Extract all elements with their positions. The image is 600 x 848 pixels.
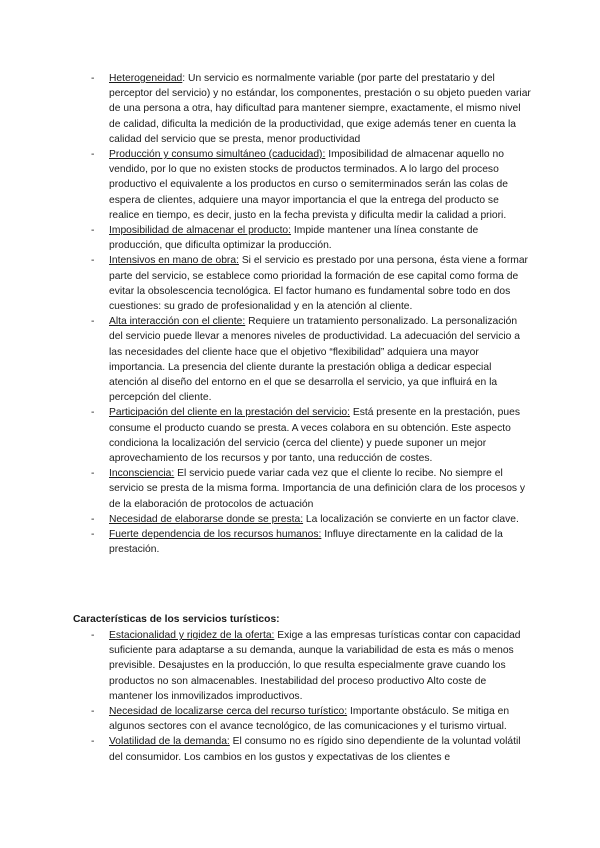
dash-bullet: - bbox=[91, 225, 95, 237]
item-term: Necesidad de localizarse cerca del recurso turístico: bbox=[109, 706, 348, 718]
item-text: La localización se convierte en un factor clave. bbox=[303, 513, 519, 525]
dash-bullet: - bbox=[91, 316, 95, 328]
list-item bbox=[91, 405, 531, 466]
item-text: El servicio puede variar cada vez que el cliente lo recibe. No siempre el servicio se presta de la misma forma. Importancia de una definición clara de los procesos y de la elaboración de protocolos de actuación bbox=[109, 468, 526, 510]
item-text: Si el servicio es prestado por una persona, ésta viene a formar parte del servicio, se establece como prioridad la formación de ese capital como forma de evitar la obsolescencia tecnológica. El factor humano es fundamental sobre todo en dos cuestiones: su grado de profesionalidad y en la atención al cliente. bbox=[109, 255, 528, 313]
item-term: Producción y consumo simultáneo (caducidad): bbox=[109, 149, 326, 161]
dash-bullet: - bbox=[91, 630, 95, 641]
list-item bbox=[91, 527, 531, 557]
list-item bbox=[91, 734, 531, 764]
dash-bullet: - bbox=[91, 149, 95, 161]
item-term: Inconsciencia: bbox=[109, 468, 175, 480]
item-term: Heterogeneidad bbox=[109, 73, 183, 84]
list-item bbox=[91, 704, 531, 734]
item-term: Volatilidad de la demanda: bbox=[109, 736, 230, 748]
item-text: El consumo no es rígido sino dependiente de la voluntad volátil del consumidor. Los cambios en los gustos y expectativas de los clientes e bbox=[109, 736, 521, 763]
dash-bullet: - bbox=[91, 407, 95, 419]
list-item bbox=[91, 466, 531, 512]
list-item bbox=[91, 223, 531, 253]
dash-bullet: - bbox=[91, 706, 95, 718]
item-text: : Un servicio es normalmente variable (por parte del prestatario y del perceptor del servicio) y no estándar, los componentes, prestación o su objeto pueden variar de una persona a otra, hay dificultad para mantener siempre, exactamente, el mismo nivel de calidad, dificulta la medición de la productividad, que exige además tener en cuenta la calidad del servicio que se presta, menor productividad bbox=[109, 73, 531, 145]
item-term: Estacionalidad y rigidez de la oferta: bbox=[109, 630, 275, 641]
item-term: Participación del cliente en la prestación del servicio: bbox=[109, 407, 350, 419]
item-text: Influye directamente en la calidad de la prestación. bbox=[109, 529, 503, 556]
dash-bullet: - bbox=[91, 73, 95, 84]
item-text: Requiere un tratamiento personalizado. La personalización del servicio puede llevar a menores niveles de productividad. La adecuación del servicio a las necesidades del cliente hace que el objetivo “flexibilidad” adquiera una mayor importancia. La presencia del cliente durante la prestación obliga a dedicar especial atención al diseño del entorno en el que se desarrolla el servicio, ya que influirá en la percepción del cliente. bbox=[109, 316, 520, 404]
list-item bbox=[91, 314, 531, 405]
list-item bbox=[91, 628, 531, 704]
service-characteristics-list bbox=[91, 71, 531, 558]
dash-bullet: - bbox=[91, 513, 95, 525]
item-text: Exige a las empresas turísticas contar con capacidad suficiente para adaptarse a su demanda, aunque la variabilidad de esta es más o menos previsible. Desajustes en la producción, lo que resulta especialmente grave cuando los productos no son almacenables. Inestabilidad del proceso productivo Alto coste de mantener los inmovilizados improductivos. bbox=[109, 630, 521, 702]
dash-bullet: - bbox=[91, 468, 95, 480]
dash-bullet: - bbox=[91, 736, 95, 748]
item-term: Alta interacción con el cliente: bbox=[109, 316, 246, 328]
item-text: Está presente en la prestación, pues consume el producto cuando se presta. A veces colabora en su obtención. Este aspecto condiciona la localización del servicio (cerca del cliente) y puede suponer un mejor aprovechamiento de los recursos y por tanto, una reducción de costes. bbox=[109, 407, 520, 465]
list-item bbox=[91, 71, 531, 147]
item-text: Impide mantener una línea constante de producción, que dificulta optimizar la producción. bbox=[109, 225, 479, 252]
item-term: Fuerte dependencia de los recursos humanos: bbox=[109, 529, 322, 541]
item-term: Imposibilidad de almacenar el producto: bbox=[109, 225, 292, 237]
dash-bullet: - bbox=[91, 529, 95, 541]
tourism-characteristics-list bbox=[91, 628, 531, 765]
item-term: Intensivos en mano de obra: bbox=[109, 255, 239, 267]
item-term: Necesidad de elaborarse donde se presta: bbox=[109, 513, 304, 525]
list-item bbox=[91, 147, 531, 223]
item-text: Importante obstáculo. Se mitiga en algunos sectores con el avance tecnológico, de las comunicaciones y el turismo virtual. bbox=[109, 706, 510, 733]
item-text: Imposibilidad de almacenar aquello no vendido, por lo que no existen stocks de productos terminados. A lo largo del proceso productivo el equivalente a los productos en curso o semiterminados serán las colas de espera de clientes, adquiere una mayor importancia el que la entrega del producto se realice en tiempo, es decir, justo en la fecha prevista y dificulta medir la calidad a priori. bbox=[109, 149, 508, 221]
dash-bullet: - bbox=[91, 255, 95, 267]
list-item bbox=[91, 253, 531, 314]
section-heading: Características de los servicios turísticos: bbox=[73, 614, 280, 625]
list-item bbox=[91, 512, 531, 527]
